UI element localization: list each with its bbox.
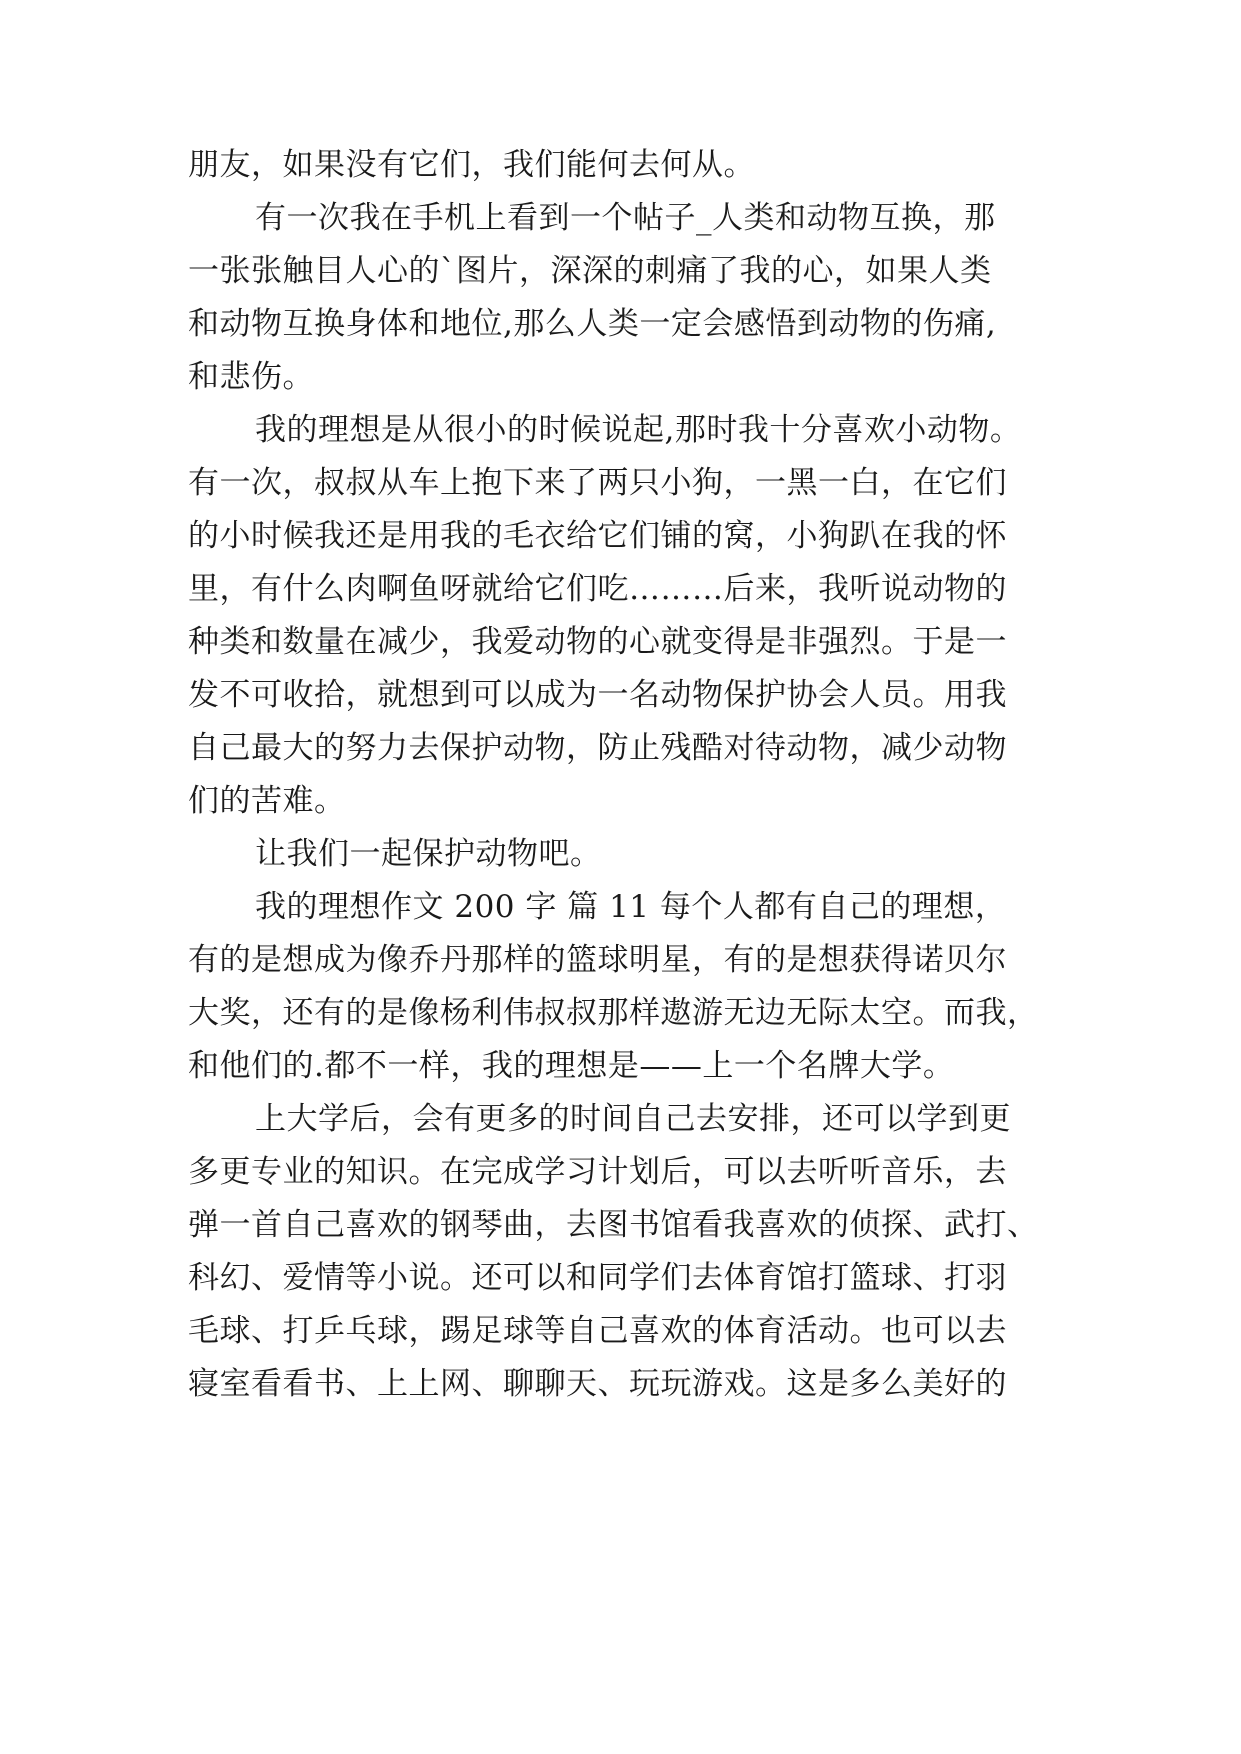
text-line: 的小时候我还是用我的毛衣给它们铺的窝，小狗趴在我的怀 [188,518,1007,554]
text-line: 我的理想是从很小的时候说起,那时我十分喜欢小动物。 [255,412,1022,448]
text-line: 有的是想成为像乔丹那样的篮球明星，有的是想获得诺贝尔 [188,942,1007,978]
text-line: 科幻、爱情等小说。还可以和同学们去体育馆打篮球、打羽 [188,1260,1007,1296]
text-line: 和悲伤。 [188,359,314,395]
text-line: 上大学后，会有更多的时间自己去安排，还可以学到更 [255,1101,1011,1137]
text-line: 毛球、打乒乓球，踢足球等自己喜欢的体育活动。也可以去 [188,1313,1007,1349]
text-line: 大奖，还有的是像杨利伟叔叔那样遨游无边无际太空。而我， [188,995,1039,1031]
text-line: 我的理想作文 200 字 篇 11 每个人都有自己的理想， [255,889,1007,925]
text-line: 寝室看看书、上上网、聊聊天、玩玩游戏。这是多么美好的 [188,1366,1007,1402]
text-line: 发不可收拾，就想到可以成为一名动物保护协会人员。用我 [188,677,1007,713]
text-line: 种类和数量在减少，我爱动物的心就变得是非强烈。于是一 [188,624,1007,660]
text-line: 多更专业的知识。在完成学习计划后，可以去听听音乐，去 [188,1154,1007,1190]
text-line: 有一次，叔叔从车上抱下来了两只小狗，一黑一白，在它们 [188,465,1007,501]
text-line: 里，有什么肉啊鱼呀就给它们吃………后来，我听说动物的 [188,571,1007,607]
text-line: 和他们的.都不一样，我的理想是——上一个名牌大学。 [188,1048,955,1084]
text-line: 们的苦难。 [188,783,346,819]
text-line: 朋友，如果没有它们，我们能何去何从。 [188,147,755,183]
text-line: 让我们一起保护动物吧。 [255,836,602,872]
text-line: 自己最大的努力去保护动物，防止残酷对待动物，减少动物 [188,730,1007,766]
text-line: 有一次我在手机上看到一个帖子_人类和动物互换，那 [255,200,996,236]
text-line: 弹一首自己喜欢的钢琴曲，去图书馆看我喜欢的侦探、武打、 [188,1207,1039,1243]
text-line: 一张张触目人心的`图片，深深的刺痛了我的心，如果人类 [188,253,992,289]
text-line: 和动物互换身体和地位,那么人类一定会感悟到动物的伤痛, [188,306,997,342]
